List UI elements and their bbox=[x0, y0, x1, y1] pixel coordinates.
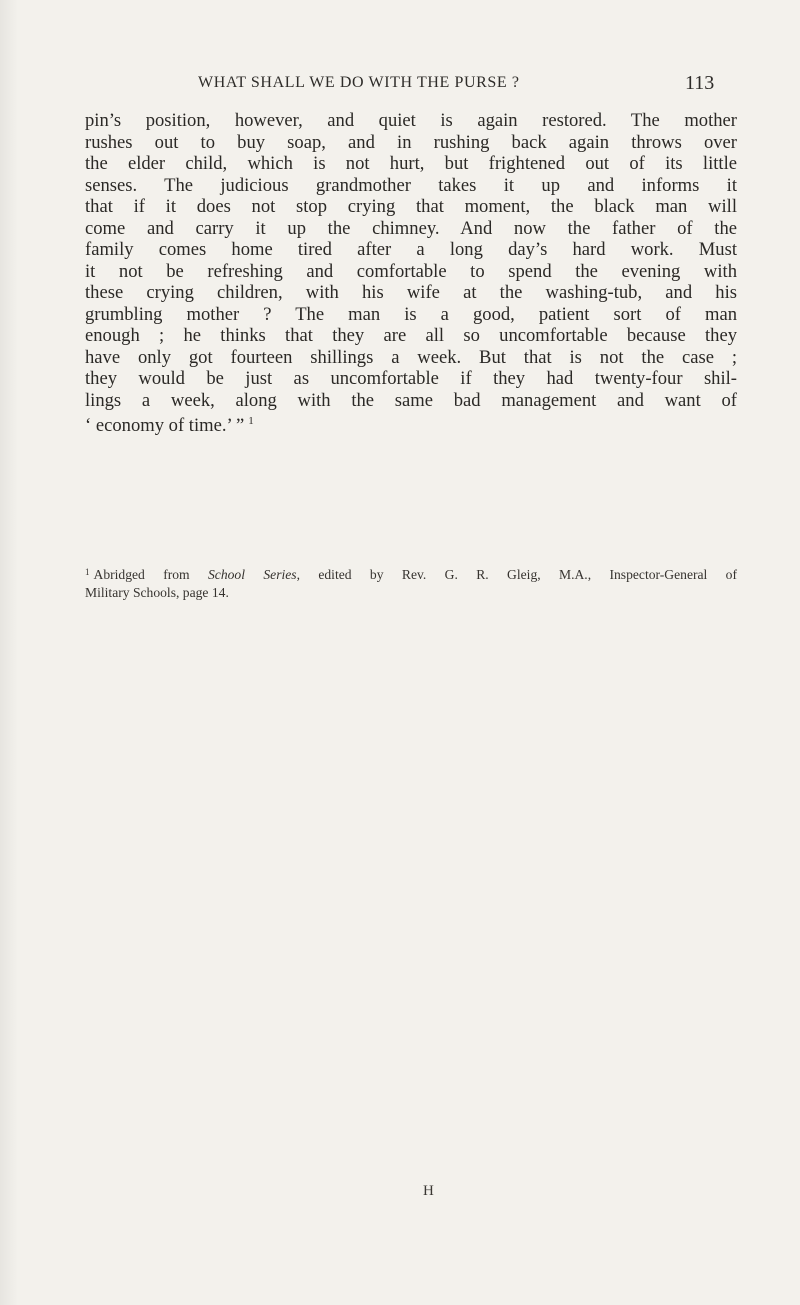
series-title: School Series bbox=[208, 567, 297, 582]
footnote-line: Military Schools, page 14. bbox=[85, 585, 229, 600]
text-line: enough ; he thinks that they are all so uncomfortable because they bbox=[85, 325, 737, 346]
signature-mark: H bbox=[423, 1183, 434, 1199]
text-line: grumbling mother ? The man is a good, patient sort of man bbox=[85, 303, 737, 325]
text-line: lings a week, along with the same bad management and want of bbox=[85, 389, 737, 411]
footnote-line bbox=[85, 563, 737, 584]
text-line: senses. The judicious grandmother takes it up and informs it bbox=[85, 174, 737, 196]
text-line: it not be refreshing and comfortable to spend the evening with bbox=[85, 260, 737, 282]
text-line: have only got fourteen shillings a week. But that is not the case ; bbox=[85, 346, 737, 368]
footnote-text: Abridged from School Series, edited by Rev. G. R. Gleig, M.A., Inspector-General of bbox=[93, 567, 738, 582]
text-line: they would be just as uncomfortable if they had twenty-four shil- bbox=[85, 368, 737, 389]
text-line: that if it does not stop crying that moment, the black man will bbox=[85, 196, 737, 217]
text-line-content: ‘ economy of time.’ ” bbox=[85, 415, 245, 436]
text-line: family comes home tired after a long day’s hard work. Must bbox=[85, 239, 737, 260]
text-line-last bbox=[85, 411, 737, 437]
footnote bbox=[85, 563, 737, 602]
footnote-marker: 1 bbox=[85, 567, 90, 577]
text-line: these crying children, with his wife at the washing-tub, and his bbox=[85, 282, 737, 303]
text-line: pin’s position, however, and quiet is again restored. The mother bbox=[85, 110, 737, 131]
footnote-reference: 1 bbox=[248, 415, 254, 427]
text-line: rushes out to buy soap, and in rushing back again throws over bbox=[85, 131, 737, 153]
text-line: the elder child, which is not hurt, but frightened out of its little bbox=[85, 153, 737, 174]
page-number: 113 bbox=[685, 72, 715, 94]
running-head: WHAT SHALL WE DO WITH THE PURSE ? bbox=[198, 74, 520, 91]
text-line: come and carry it up the chimney. And now the father of the bbox=[85, 217, 737, 239]
body-paragraph bbox=[85, 110, 737, 437]
